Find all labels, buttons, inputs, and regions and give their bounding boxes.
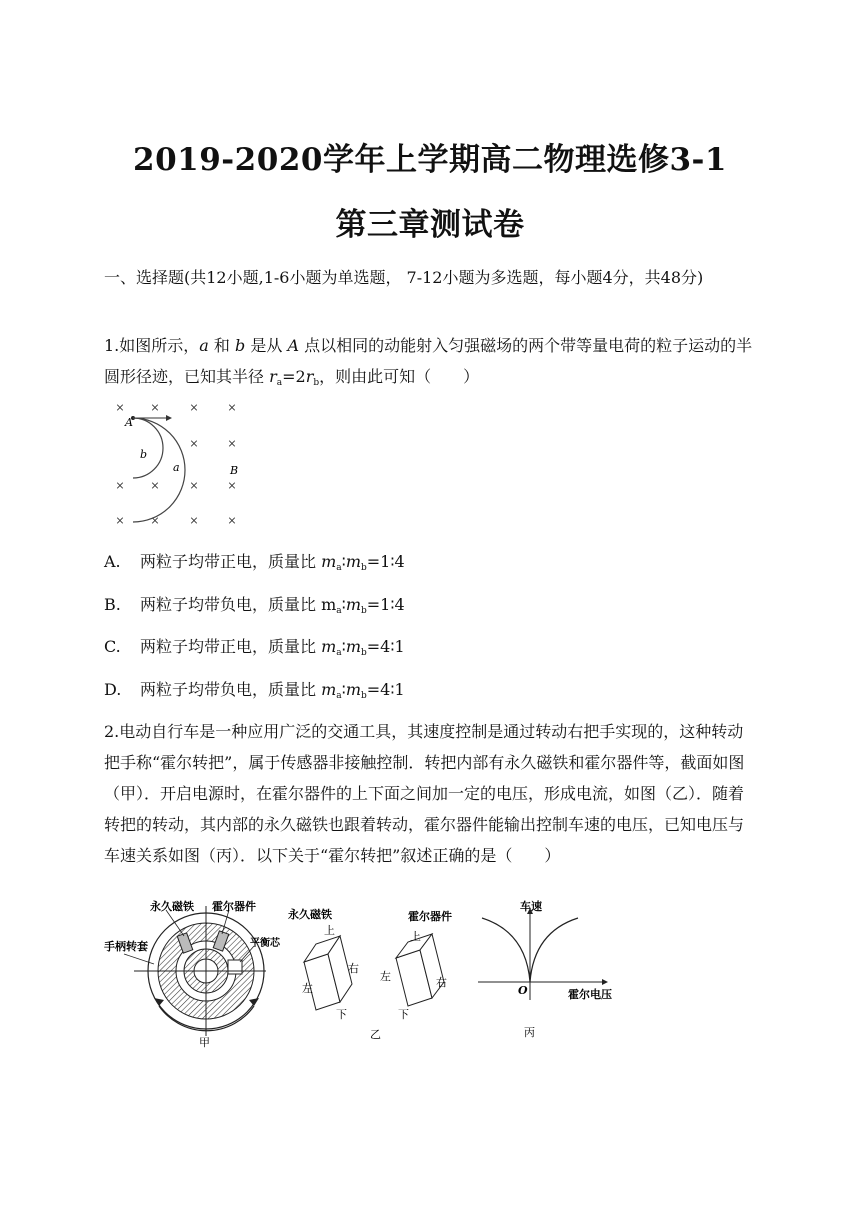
label-A: A bbox=[125, 416, 133, 429]
q1-option-b: B. 两粒子均带负电，质量比 $m_a∶m_b=1∶4$ bbox=[104, 595, 405, 616]
bing-ylabel: 车速 bbox=[520, 900, 542, 913]
bing-xlabel: 霍尔电压 bbox=[568, 988, 612, 1001]
section-heading: 一、选择题(共12小题,1-6小题为单选题， 7-12小题为多选题，每小题4分，共48分) bbox=[104, 268, 704, 287]
jia-handle-label: 手柄转套 bbox=[104, 940, 148, 953]
jia-hall-label: 霍尔器件 bbox=[212, 900, 256, 913]
magnetic-field-figure bbox=[108, 396, 248, 532]
yi-magnet-label: 永久磁铁 bbox=[288, 908, 332, 921]
label-b: b bbox=[140, 448, 148, 461]
figure-yi bbox=[286, 902, 466, 1042]
yi-up-label: 上 bbox=[324, 924, 335, 937]
yi-down-label: 下 bbox=[336, 1008, 347, 1021]
field-cross: × bbox=[115, 401, 125, 414]
figure-bing bbox=[474, 900, 644, 1042]
field-cross: × bbox=[189, 514, 199, 527]
field-cross: × bbox=[115, 514, 125, 527]
q1-option-a: A. 两粒子均带正电，质量比 $m_a∶m_b=1∶4$ bbox=[104, 552, 405, 573]
jia-core-label: 平衡芯 bbox=[250, 938, 280, 949]
field-cross: × bbox=[150, 401, 160, 414]
label-B: B bbox=[230, 464, 239, 477]
q1-stem: 1.如图所示，a 和 b 是从 A 点以相同的动能射入匀强磁场的两个带等量电荷的粒子运动的半圆形径迹，已知其半径 $r_a=2r_b$，则由此可知（ ） bbox=[104, 336, 753, 388]
arrow-head-icon bbox=[154, 998, 164, 1006]
yi-up-label-2: 上 bbox=[410, 930, 421, 943]
jia-magnet-label: 永久磁铁 bbox=[150, 900, 194, 913]
bing-origin: O bbox=[518, 984, 528, 997]
arrow-head-icon bbox=[249, 998, 259, 1006]
field-cross: × bbox=[227, 479, 237, 492]
yi-down-label-2: 下 bbox=[398, 1008, 409, 1021]
yi-hall-label: 霍尔器件 bbox=[408, 910, 452, 923]
yi-right-label-2: 右 bbox=[436, 976, 447, 989]
doc-title-line1: 2019-2020学年上学期高二物理选修3-1 bbox=[133, 142, 727, 178]
figure-jia bbox=[104, 896, 280, 1049]
field-cross: × bbox=[227, 437, 237, 450]
doc-title-line2: 第三章测试卷 bbox=[335, 207, 525, 243]
field-cross: × bbox=[189, 401, 199, 414]
speed-curve-right bbox=[530, 918, 578, 982]
yi-caption: 乙 bbox=[370, 1028, 381, 1041]
q1-option-d: D. 两粒子均带负电，质量比 $m_a∶m_b=4∶1$ bbox=[104, 680, 405, 701]
jia-caption: 甲 bbox=[199, 1036, 210, 1049]
field-cross: × bbox=[189, 437, 199, 450]
q1-option-c: C. 两粒子均带正电，质量比 $m_a∶m_b=4∶1$ bbox=[104, 637, 405, 658]
bing-caption: 丙 bbox=[524, 1026, 535, 1039]
path-b bbox=[133, 418, 163, 478]
q2-stem: 2.电动自行车是一种应用广泛的交通工具，其速度控制是通过转动右把手实现的，这种转动把手称“霍尔转把”，属于传感器非接触控制．转把内部有永久磁铁和霍尔器件等，截面如图（甲）．开启电源时，在霍尔器件的上下面之间加一定的电压，形成电流，如图（乙）．随着转把的转动，其内部的永久磁铁也跟着转动，霍尔器件能输出控制车速的电压，已知电压与车速关系如图（丙）．以下关于“霍尔转把”叙述正确的是（ ） bbox=[104, 722, 745, 865]
field-cross: × bbox=[150, 479, 160, 492]
field-cross: × bbox=[227, 514, 237, 527]
yi-left-label-2: 左 bbox=[380, 970, 391, 983]
yi-left-label: 左 bbox=[302, 982, 313, 995]
balance-core bbox=[228, 960, 242, 974]
yi-right-label: 右 bbox=[348, 962, 359, 975]
x-axis-arrow-icon bbox=[602, 979, 608, 985]
field-cross: × bbox=[150, 514, 160, 527]
field-cross: × bbox=[227, 401, 237, 414]
label-a: a bbox=[173, 461, 180, 474]
speed-curve-left bbox=[482, 918, 530, 982]
field-cross: × bbox=[115, 479, 125, 492]
arrow-head-icon bbox=[166, 415, 172, 421]
field-cross: × bbox=[189, 479, 199, 492]
